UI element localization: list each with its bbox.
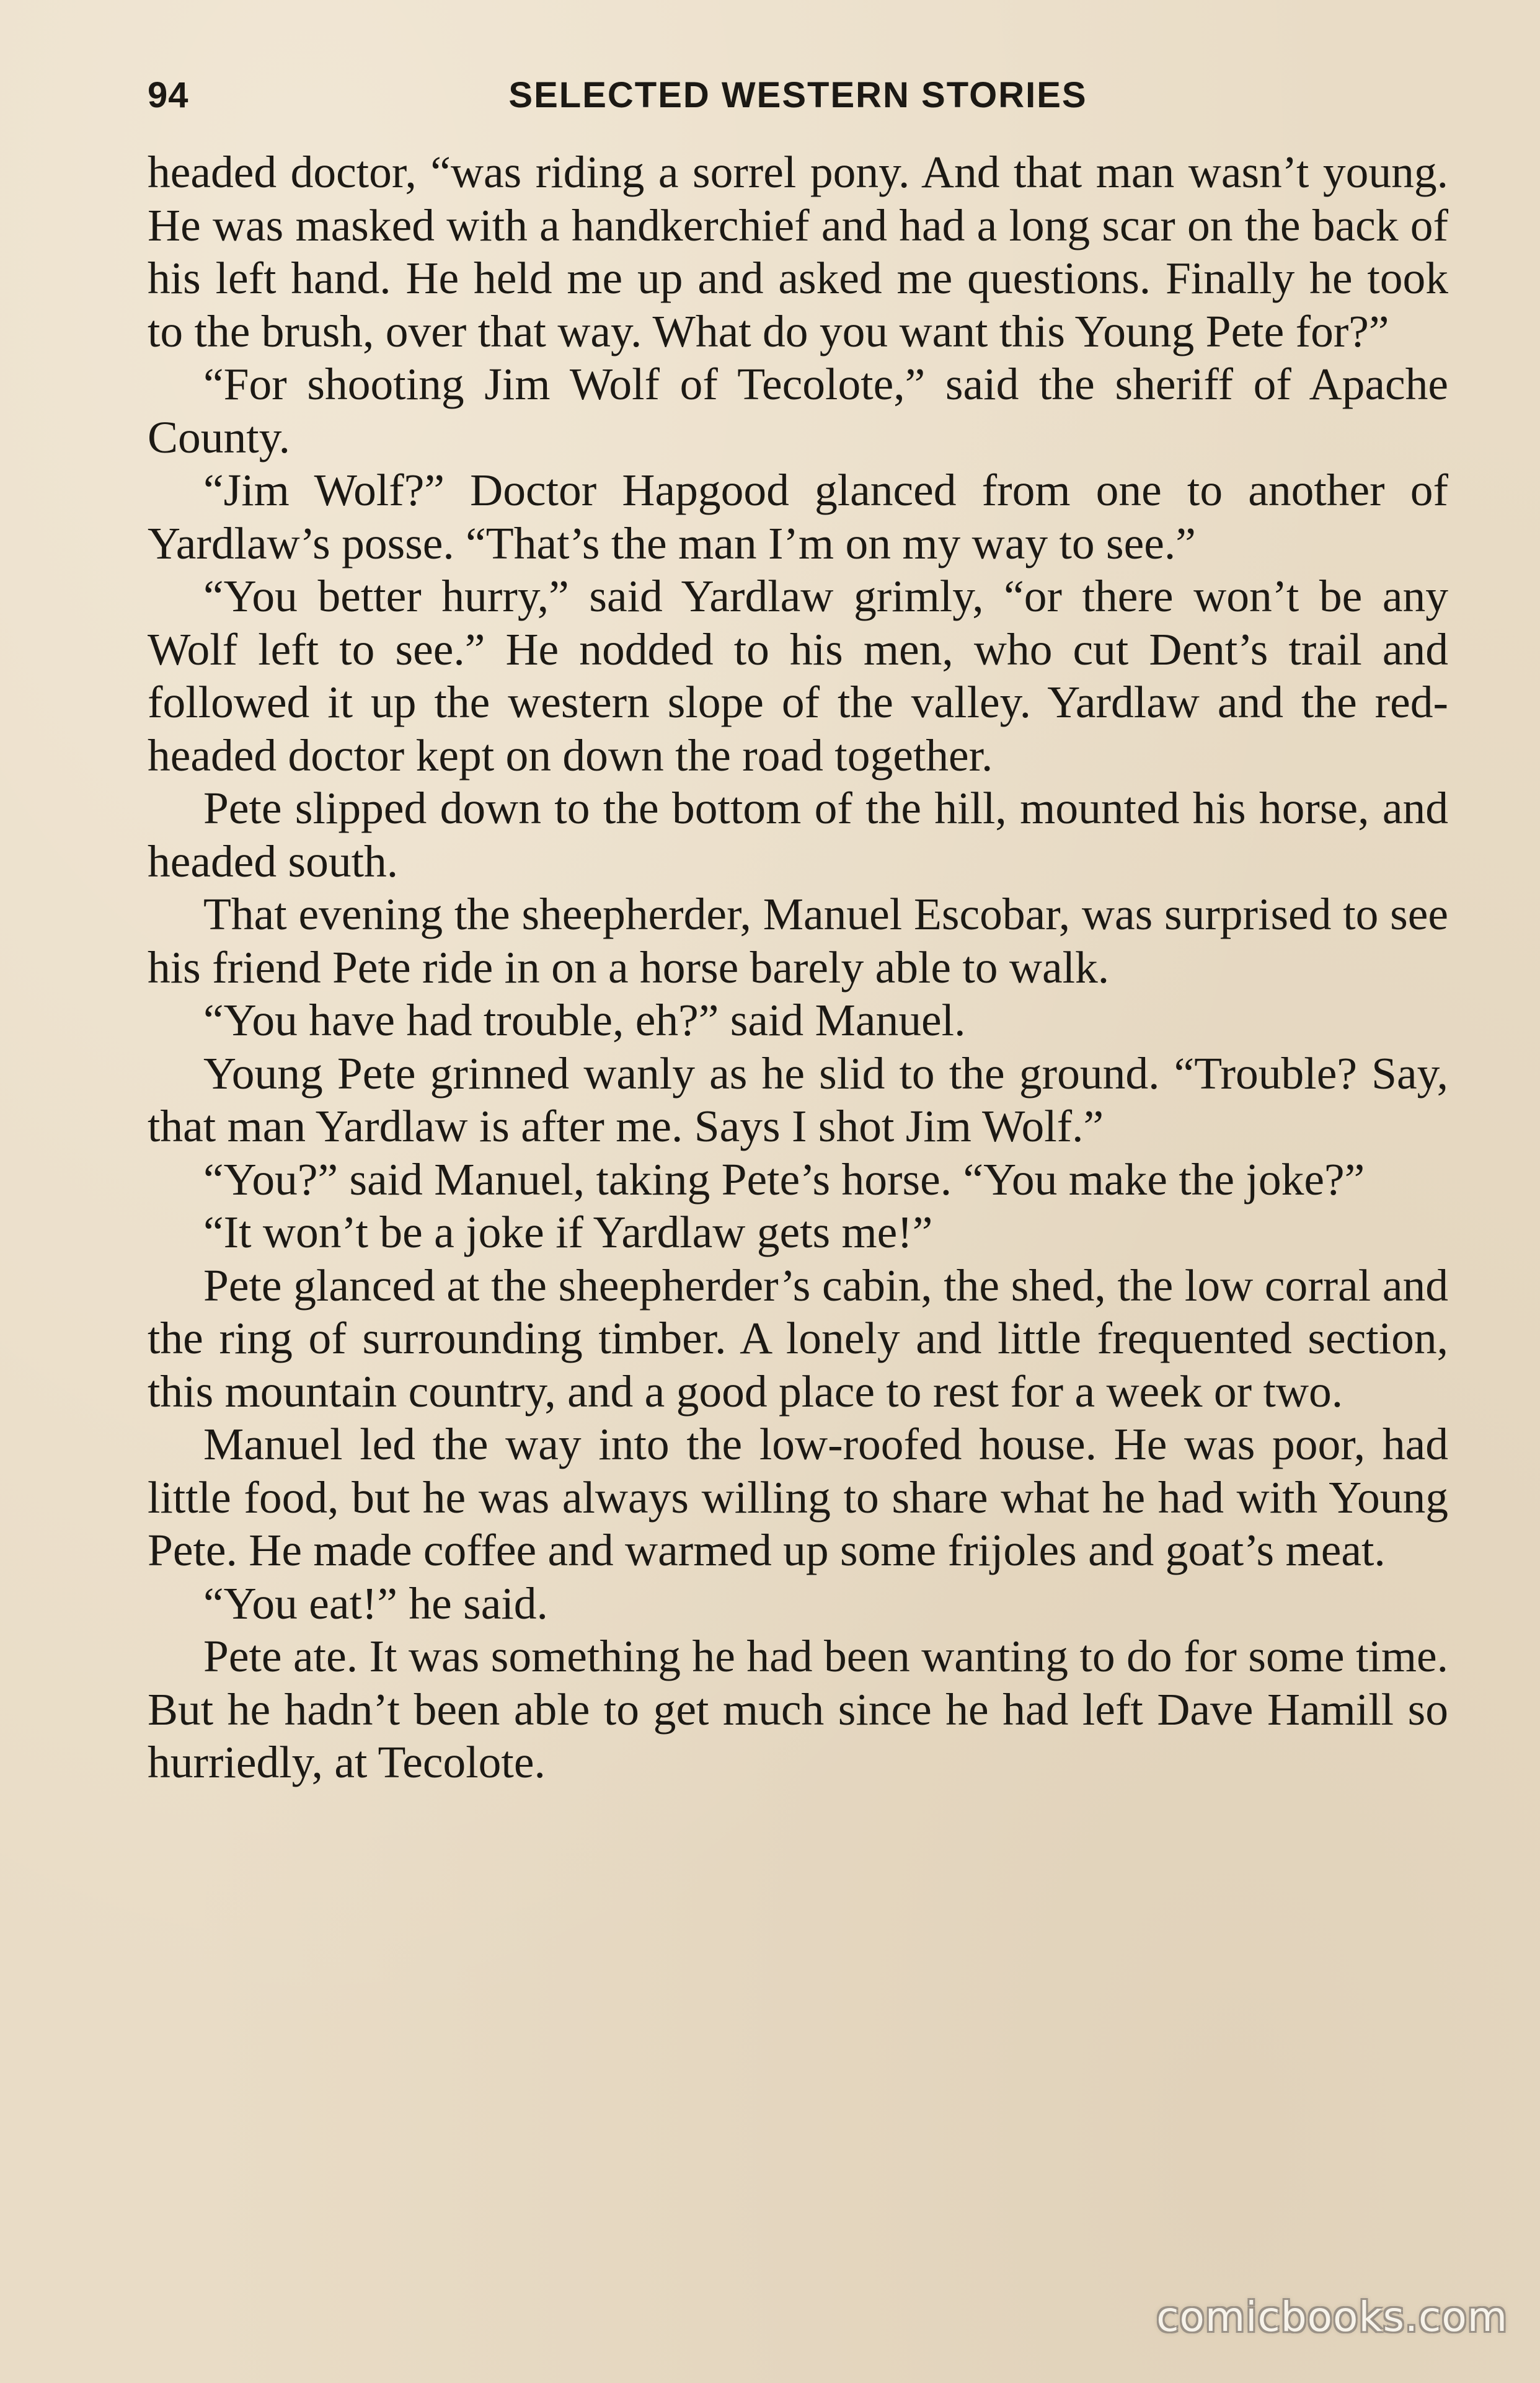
paragraph: Young Pete grinned wanly as he slid to the ground. “Trouble? Say, that man Yardlaw is after me. Says I shot Jim Wolf.”	[148, 1048, 1448, 1151]
running-head: SELECTED WESTERN STORIES	[508, 75, 1087, 115]
paragraph: “For shooting Jim Wolf of Tecolote,” said the sheriff of Apache County.	[148, 359, 1448, 462]
paragraph: Pete slipped down to the bottom of the hill, mounted his horse, and headed south.	[148, 783, 1448, 886]
page-number: 94	[148, 75, 189, 115]
paragraph: “It won’t be a joke if Yardlaw gets me!”	[203, 1207, 933, 1257]
paragraph: Manuel led the way into the low-roofed house. He was poor, had little food, but he was always willing to share what he had with Young Pete. He made coffee and warmed up some frijoles and goat’s meat.	[148, 1419, 1448, 1575]
paragraph: “You?” said Manuel, taking Pete’s horse. “You make the joke?”	[203, 1154, 1365, 1205]
paragraph: Pete glanced at the sheepherder’s cabin, the shed, the low corral and the ring of surrounding timber. A lonely and little frequented section, this mountain country, and a good place to rest for a week or two.	[148, 1260, 1448, 1417]
paragraph: Pete ate. It was something he had been wanting to do for some time. But he hadn’t been able to get much since he had left Dave Hamill so hurriedly, at Tecolote.	[148, 1631, 1448, 1787]
paragraph: headed doctor, “was riding a sorrel pony. And that man wasn’t young. He was masked with a handkerchief and had a long scar on the back of his left hand. He held me up and asked me questions. Finally he took to the brush, over that way. What do you want this Young Pete for?”	[148, 147, 1448, 356]
paragraph: “You eat!” he said.	[203, 1578, 548, 1629]
paragraph: That evening the sheepherder, Manuel Escobar, was surprised to see his friend Pete ride in on a horse barely able to walk.	[148, 889, 1448, 993]
body-text	[148, 146, 1448, 1789]
paragraph: “You have had trouble, eh?” said Manuel.	[203, 995, 966, 1045]
paragraph: “Jim Wolf?” Doctor Hapgood glanced from one to another of Yardlaw’s posse. “That’s the man I’m on my way to see.”	[148, 465, 1448, 568]
paragraph: “You better hurry,” said Yardlaw grimly, “or there won’t be any Wolf left to see.” He nodded to his men, who cut Dent’s trail and followed it up the western slope of the valley. Yardlaw and the red-headed doctor kept on down the road together.	[148, 571, 1448, 780]
page-header	[148, 74, 1448, 124]
watermark: comicbooks.com	[1156, 2293, 1508, 2341]
